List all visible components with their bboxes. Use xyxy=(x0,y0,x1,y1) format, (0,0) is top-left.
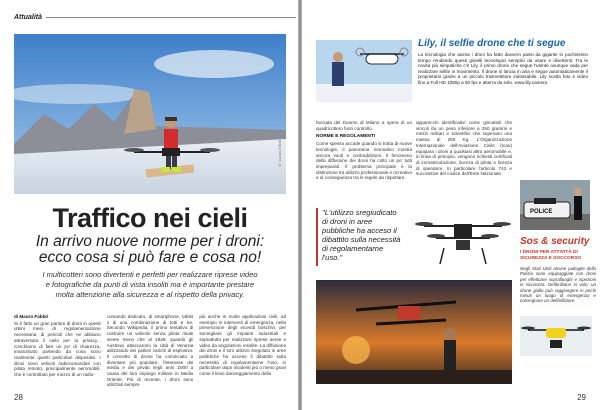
sos-text: Negli Stati Uniti alcune pattuglie della Polizia sono equipaggiate con droni per effettuare sopralluoghi e ispezioni in sicurezza. Defibrillatori in volo: un drone giallo può raggiungere in pochi minuti un luogo di emergenza e consegnare un defibrillatore. xyxy=(520,266,596,304)
body-columns xyxy=(14,314,286,392)
left-page xyxy=(0,0,298,410)
body-text-1: Si è fatto un gran parlare di droni in questi ultimi mesi, di regolamentazione necessaria, di pericoli che ne abbiano attraversato il cielo per la privacy... Cerchiamo di fare un po' di chiarezza, innanzitutto partendo da cosa sono realmente questi particolari dispositivi. I droni sono velivoli radiocomandati con pilota remoto, principalmente aeromobili, che è controllato per mezzo di un radio- xyxy=(14,320,101,378)
section-rule xyxy=(46,17,296,18)
hero-photo xyxy=(14,34,286,194)
body-column-a xyxy=(316,120,412,204)
norme-heading: NORME E REGOLAMENTI xyxy=(316,134,376,140)
police-label: POLICE xyxy=(530,209,553,215)
body-column-3: più anche in molte applicazioni civili, ad esempio in interventi di emergenza, nella prevenzione degli incendi boschivi, per sorvegliare gli impianti industriali e soprattutto per realizzare riprese aeree e video da angolazioni insolite. La diffusione dei droni e il loro utilizzo sregolato in aree pubbliche ha acceso il dibattito sulla necessità di regolamentarne l'uso, in particolare dopo incidenti più o meno gravi come il lieve danneggiamento della xyxy=(199,314,287,377)
body-text-a2: Come spesso accade quando si tratta di nuove tecnologie, il panorama normativo mostra ancora vuoti e contraddizioni. Il fenomeno della diffusione dei droni ha colto un po' tutti impreparati. Il problema principale è la distinzione tra utilizzo professionale e ricreativo e di conseguenza tra le regole da rispettare. xyxy=(316,141,412,181)
page-number-right: 29 xyxy=(577,393,586,402)
intro-paragraph xyxy=(14,270,286,300)
headline: Traffico nei cieli xyxy=(52,203,248,233)
selfie-box-text: La tecnologia che anima i droni ha fatto davvero passi da gigante in pochissimo tempo rendendo questi gioielli tecnologici semplici da usare e divertenti. Tra le novità più simpatiche c'è Lily, il primo drone che segue l'utente ovunque vada per realizzare selfie in movimento. Il drone si lancia in aria e segue automaticamente il proprietario grazie a un piccolo trasmettitore indossabile. Lily scatta foto e video fino a Full HD 1080p a 60 fps e atterra da solo. www.lily.camera xyxy=(418,52,588,85)
selfie-drone-photo xyxy=(316,40,412,102)
pull-quote: "L'utilizzo sregiudicato di droni in aree pubbliche ha acceso il dibattito sulla necessità di regolamentarne l'uso." xyxy=(316,208,404,266)
photo-credit: © Lucas Elliott xyxy=(277,140,282,168)
intro-line-3: molta attenzione alla sicurezza e al rispetto della privacy. xyxy=(55,290,245,299)
selfie-drone-box xyxy=(316,34,588,110)
body-text-a: facciata del Duomo di Milano a opera di un quadricottero fuori controllo. xyxy=(316,120,412,131)
page-number-left: 28 xyxy=(14,393,23,402)
subhead-line-2: ecco cosa si può fare e cosa no! xyxy=(38,249,262,266)
body-column-1 xyxy=(14,314,101,392)
defibrillator-drone-photo xyxy=(520,316,592,356)
police-drone-photo xyxy=(520,180,590,230)
section-tag-label: Attualità xyxy=(14,14,42,21)
intro-line-1: I multicotteri sono divertenti e perfetti per realizzare riprese video xyxy=(42,270,258,279)
right-page xyxy=(302,0,600,410)
intro-line-2: e fotografiche da punti di vista insoliti ma è importante prestare xyxy=(45,280,255,289)
subhead-line-1: In arrivo nuove norme per i droni: xyxy=(35,233,265,250)
body-column-2: comando dedicato, di smartphone, tablet o di una combinazione di tutti e tre. Secondo Wikipedia, il primo tentativo di costruire un velivolo senza pilota risale niente meno che al 1849, quando gli Austriaci attaccarono la città di Venezia utilizzando dei palloni carichi di esplosivo. Il concetto di drone ha cominciato a diventare più popolare, l'interesse dei media e dei privati negli anni 2000 a causa del loro impiego militare in Medio Oriente. Più di recente, i droni sono utilizzati sempre xyxy=(106,314,194,388)
body-column-b: apparecchi identificativi come giocattoli che vincoli da un peso inferiore a 250 grammi e mezzi militari e scientifici che superano una massa di 250 Kg. L'Organizzazione Internazionale dell'Aviazione Civile (Icao) equipara i droni a qualsiasi altro aeromobile e, in linea di principio, vengono richiesti certificati di immatricolazione, licenza di pilota e licenza di operatore. In particolare l'articolo 743 e successive del codice dell'Ente Nazionale xyxy=(416,120,512,177)
section-tag xyxy=(14,14,296,21)
sos-title: Sos & security xyxy=(520,236,590,247)
sos-subtitle: I DRONI PER ATTIVITÀ DI SICUREZZA E SOCCORSO xyxy=(520,250,582,261)
mountain-drone-photo xyxy=(14,34,286,194)
subhead xyxy=(14,234,286,266)
byline: di Mauro Fabbri xyxy=(14,314,49,319)
hexacopter-photo xyxy=(414,208,512,272)
sunset-drone-photo xyxy=(316,280,512,384)
selfie-box-title: Lily, il selfie drone che ti segue xyxy=(418,38,566,49)
